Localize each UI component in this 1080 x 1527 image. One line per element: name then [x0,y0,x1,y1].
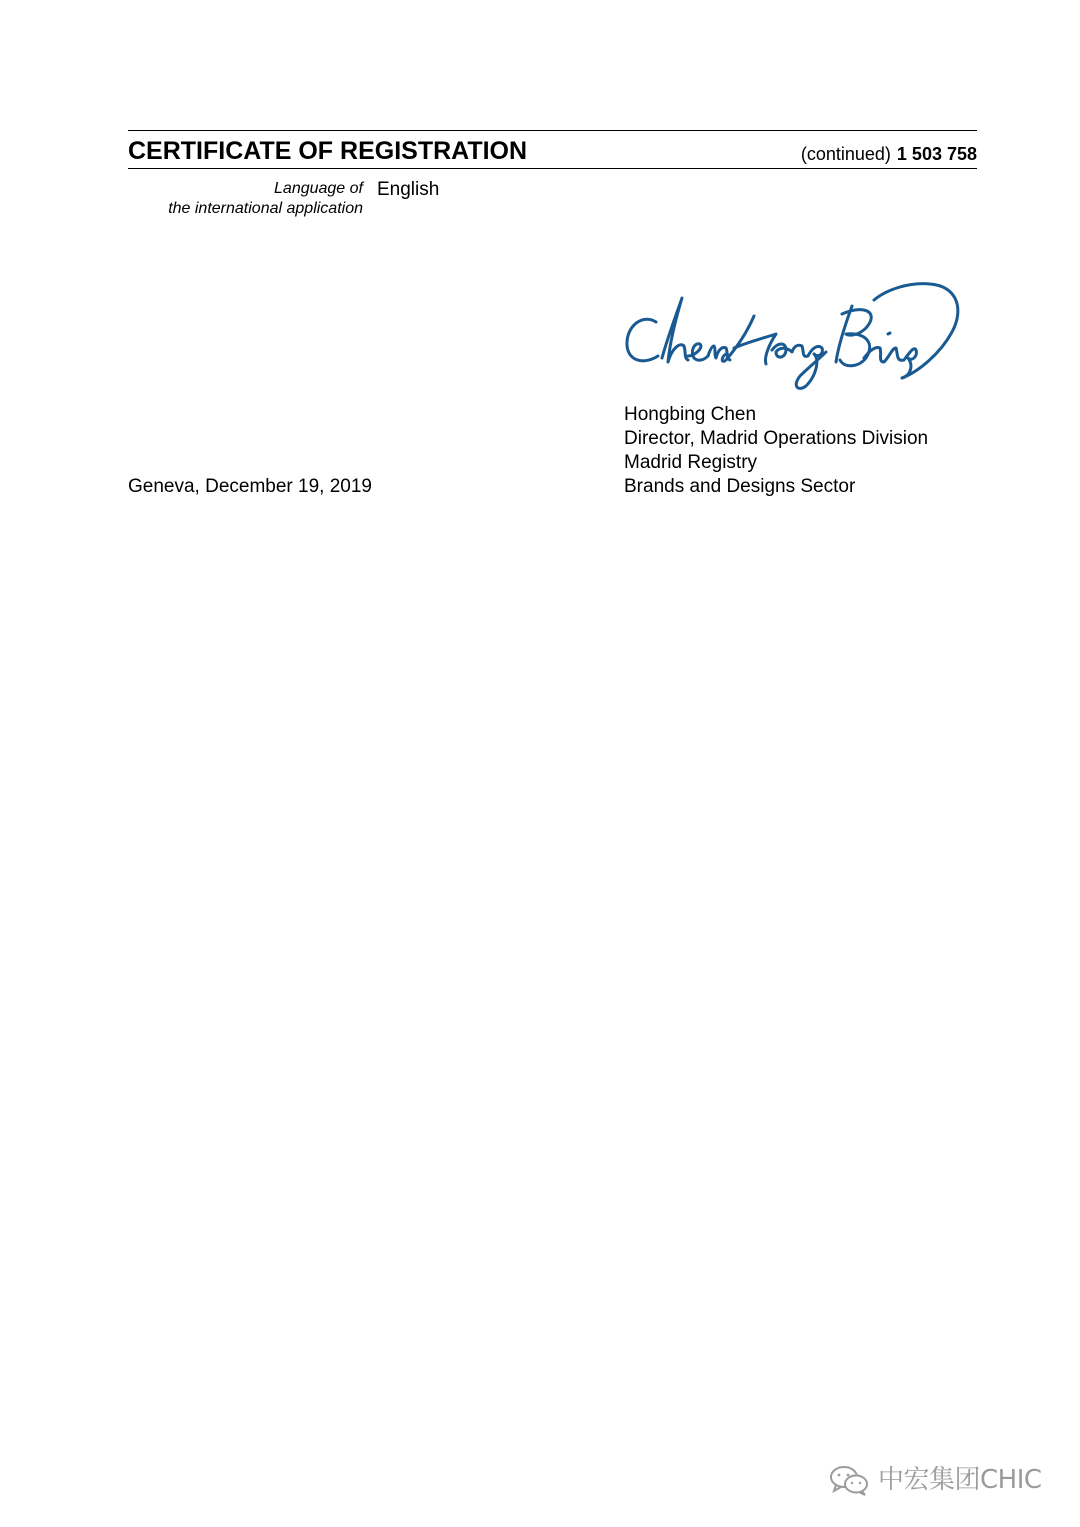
signatory-name: Hongbing Chen [624,404,757,425]
continued-label: (continued) [800,144,891,164]
wechat-icon [828,1464,870,1496]
registration-number: 1 503 758 [896,144,977,164]
handwritten-signature [618,276,963,400]
place-and-date: Geneva, December 19, 2019 [128,476,372,497]
signatory-block [624,403,928,499]
signatory-title: Director, Madrid Operations Division [624,428,929,449]
language-label-line2: the international application [168,200,363,217]
signatory-sector: Brands and Designs Sector [624,476,856,497]
signatory-registry: Madrid Registry [624,452,758,473]
continued-reference [801,143,977,165]
watermark [828,1463,1042,1497]
certificate-title: CERTIFICATE OF REGISTRATION [128,137,528,165]
header-top-rule [128,130,977,131]
header-bottom-rule [128,168,977,169]
language-label [128,179,363,219]
language-value: English [377,179,440,200]
watermark-text: 中宏集团CHIC [878,1465,1042,1495]
language-label-line1: Language of [274,180,363,197]
